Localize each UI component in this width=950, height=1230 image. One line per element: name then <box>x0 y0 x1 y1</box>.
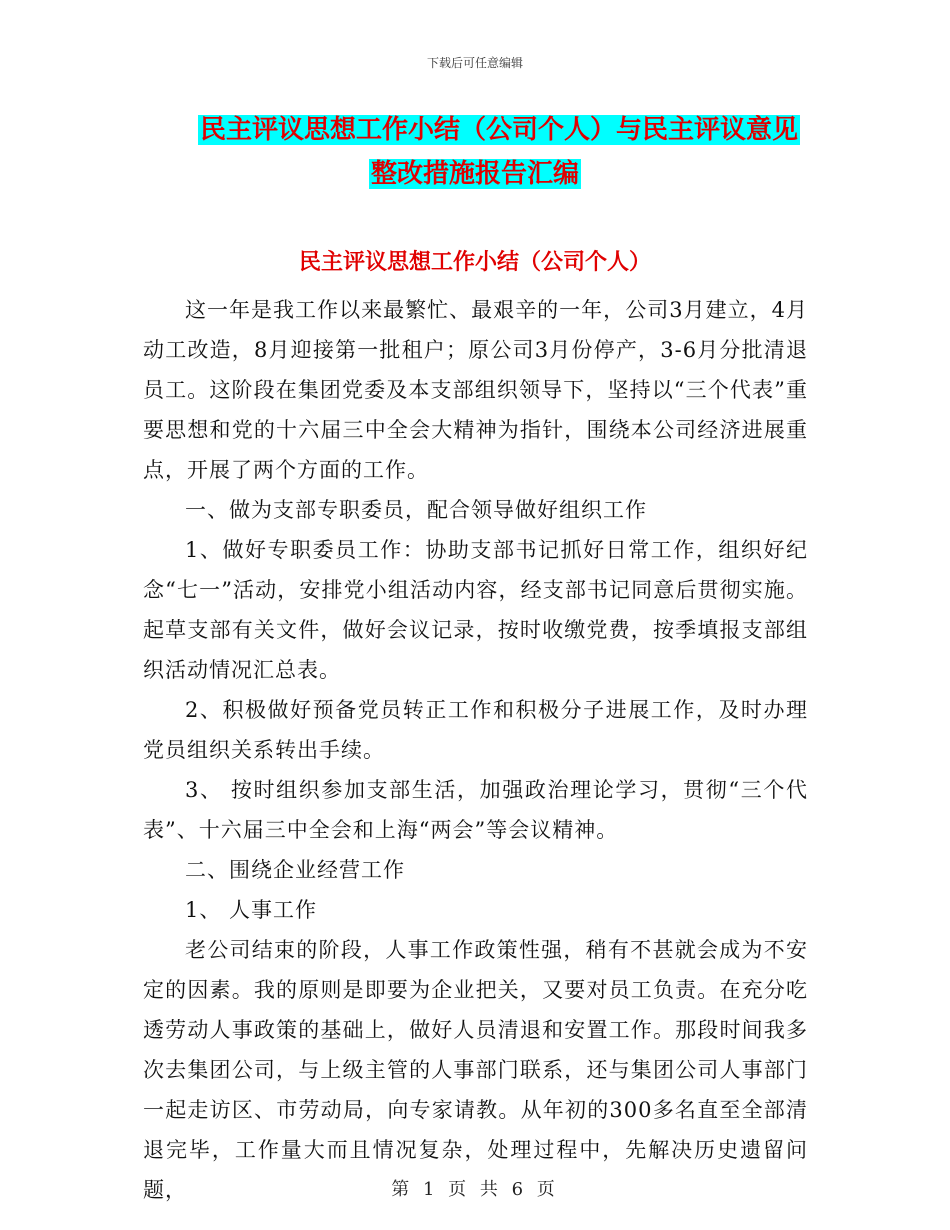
paragraph: 1、 人事工作 <box>185 898 318 922</box>
main-title-line-1 <box>0 108 950 152</box>
header-note: 下载后可任意编辑 <box>426 56 523 70</box>
main-title-line-2-text: 整改措施报告汇编 <box>370 159 579 189</box>
body-text <box>143 290 808 1210</box>
paragraph: 二、围绕企业经营工作 <box>185 858 405 882</box>
page-number-footer: 第 1 页 共 6 页 <box>391 1179 559 1200</box>
paragraph: 这一年是我工作以来最繁忙、最艰辛的一年，公司3月建立，4月动工改造，8月迎接第一批租户；原公司3月份停产，3-6月分批清退员工。这阶段在集团党委及本支部组织领导下，坚持以“三个代表”重要思想和党的十六届三中全会大精神为指针，围绕本公司经济进展重点，开展了两个方面的工作。 <box>143 298 808 482</box>
paragraph: 1、做好专职委员工作：协助支部书记抓好日常工作，组织好纪念“七一”活动，安排党小组活动内容，经支部书记同意后贯彻实施。起草支部有关文件，做好会议记录，按时收缴党费，按季填报支部组织活动情况汇总表。 <box>143 538 808 682</box>
section-title: 民主评议思想工作小结（公司个人） <box>298 250 651 275</box>
paragraph: 2、积极做好预备党员转正工作和积极分子进展工作，及时办理党员组织关系转出手续。 <box>143 698 808 762</box>
main-title-line-1-text: 民主评议思想工作小结（公司个人）与民主评议意见 <box>199 115 798 145</box>
main-title-line-2 <box>0 152 950 196</box>
paragraph: 一、做为支部专职委员，配合领导做好组织工作 <box>185 498 647 522</box>
paragraph: 老公司结束的阶段，人事工作政策性强，稍有不甚就会成为不安定的因素。我的原则是即要为企业把关，又要对员工负责。在充分吃透劳动人事政策的基础上，做好人员清退和安置工作。那段时间我多次去集团公司，与上级主管的人事部门联系，还与集团公司人事部门一起走访区、市劳动局，向专家请教。从年初的300多名直至全部清退完毕，工作量大而且情况复杂，处理过程中，先解决历史遗留问题， <box>143 938 808 1202</box>
main-title <box>0 108 950 196</box>
paragraph: 3、 按时组织参加支部生活，加强政治理论学习，贯彻“三个代表”、十六届三中全会和上海“两会”等会议精神。 <box>143 778 808 842</box>
